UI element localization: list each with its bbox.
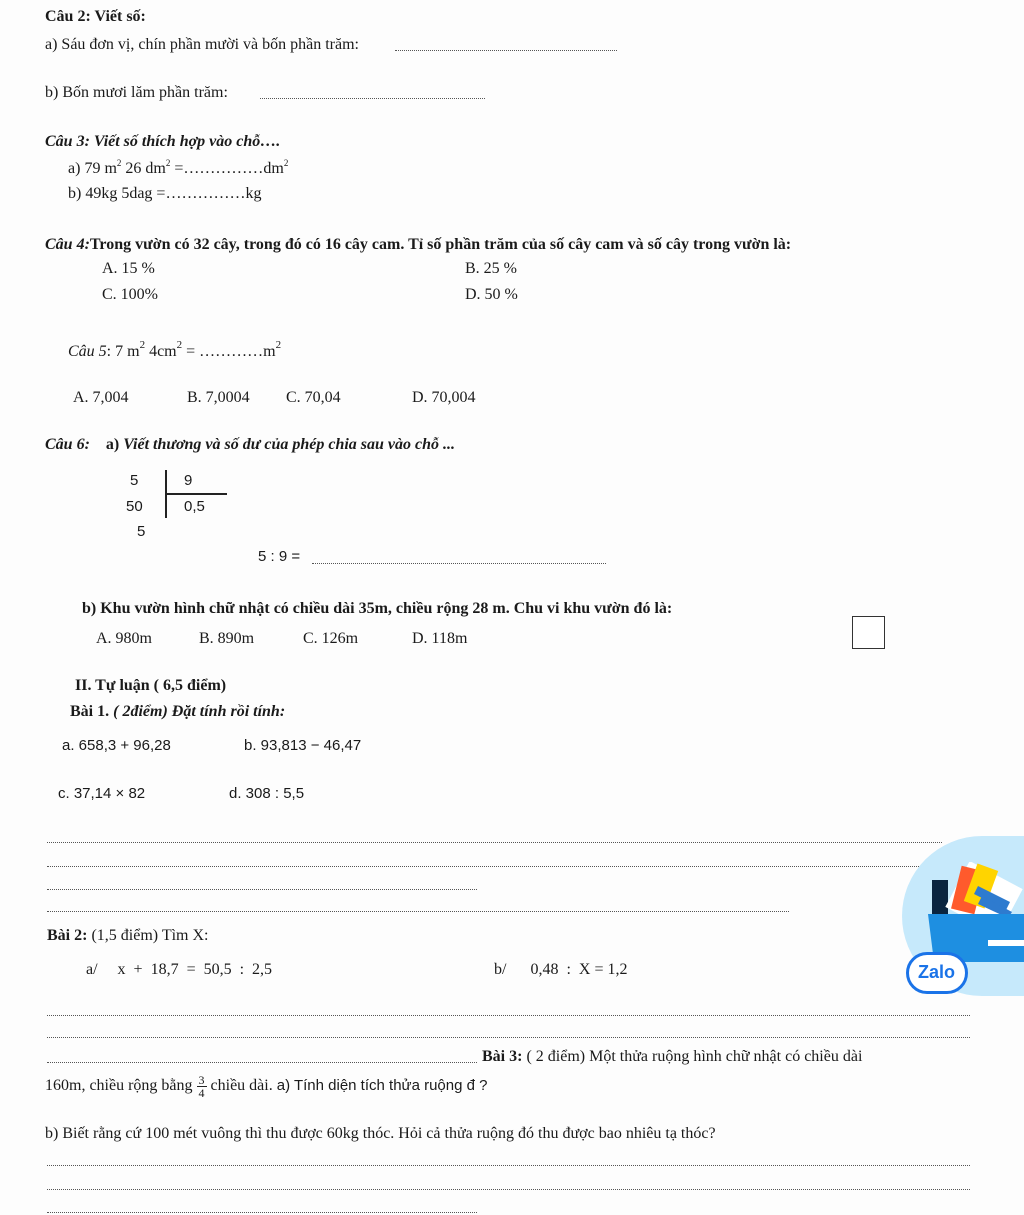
bai2-b: b/ 0,48 : X = 1,2: [494, 961, 628, 978]
q5-question: Câu 5: 7 $m^2$ $4cm^2$ = $\dots\dots\dots\dots m^2$: [68, 339, 282, 360]
q3-b-blank[interactable]: ……………: [165, 185, 246, 202]
division-dividend: 5: [130, 472, 139, 489]
part2-title: II. Tự luận ( 6,5 điểm): [75, 677, 227, 694]
bai3-answer-line-2[interactable]: [47, 1189, 970, 1190]
bai1-answer-line-2[interactable]: [47, 866, 927, 867]
q5-option-d[interactable]: D. 70,004: [412, 389, 476, 406]
q2-a-answer-line[interactable]: [395, 50, 617, 51]
q6-b-option-d[interactable]: D. 118m: [412, 630, 468, 647]
division-step: 50: [126, 498, 143, 515]
q5-option-b[interactable]: B. 7,0004: [187, 389, 250, 406]
folder-icon[interactable]: [928, 862, 1024, 962]
division-divisor: 9: [184, 472, 193, 489]
q4-option-a[interactable]: A. 15 %: [102, 260, 155, 277]
bai3-line2: 160m, chiều rộng bằng $\frac{3}{4}$ chiều dài. a) Tính diện tích thửa ruộng đ ?: [45, 1073, 488, 1100]
q2-b-answer-line[interactable]: [260, 98, 485, 99]
bai1-item-c: c. 37,14 × 82: [58, 785, 146, 802]
q3-a-blank[interactable]: ……………: [183, 160, 264, 177]
division-horizontal-line: [165, 493, 227, 495]
answer-box[interactable]: [852, 616, 885, 649]
q2-b-text: b) Bốn mươi lăm phần trăm:: [45, 84, 228, 101]
q6-b-question: b) Khu vườn hình chữ nhật có chiều dài 35m, chiều rộng 28 m. Chu vi khu vườn đó là:: [82, 600, 673, 617]
bai3-line1: Bài 3: ( 2 điểm) Một thửa ruộng hình chữ nhật có chiều dài: [482, 1048, 863, 1065]
q6-b-option-c[interactable]: C. 126m: [303, 630, 359, 647]
q6-b-option-b[interactable]: B. 890m: [199, 630, 255, 647]
bai3-answer-line-1[interactable]: [47, 1165, 970, 1166]
bai3-answer-line-3[interactable]: [47, 1212, 477, 1213]
bai1-answer-line-3[interactable]: [47, 889, 477, 890]
q5-option-a[interactable]: A. 7,004: [73, 389, 129, 406]
bai2-heading: Bài 2: (1,5 điểm) Tìm X:: [47, 927, 209, 944]
q2-a-text: a) Sáu đơn vị, chín phần mười và bốn phần trăm:: [45, 36, 359, 53]
division-remainder: 5: [137, 523, 146, 540]
bai2-answer-line-3[interactable]: [47, 1062, 477, 1063]
q6-b-option-a[interactable]: A. 980m: [96, 630, 152, 647]
q3-a: a) 79 $m^2$ 26 $dm^2$ $=\dots\dots\dots\dots\dots dm^2$: [68, 158, 289, 177]
q4-option-c[interactable]: C. 100%: [102, 286, 158, 303]
q6-a-question: Câu 6: a) Viết thương và số dư của phép chia sau vào chỗ ...: [45, 436, 456, 453]
bai1-item-a: a. 658,3 + 96,28: [62, 737, 171, 754]
q4-option-d[interactable]: D. 50 %: [465, 286, 518, 303]
q3-title: Câu 3: Viết số thích hợp vào chỗ….: [45, 133, 281, 150]
q4-question: Câu 4:Trong vườn có 32 cây, trong đó có 16 cây cam. Tỉ số phần trăm của số cây cam và số cây trong vườn là:: [45, 236, 792, 253]
q2-title: Câu 2: Viết số:: [45, 8, 146, 25]
bai2-answer-line-2[interactable]: [47, 1037, 970, 1038]
q4-option-b[interactable]: B. 25 %: [465, 260, 517, 277]
bai1-heading: Bài 1. ( 2điểm) Đặt tính rồi tính:: [70, 703, 286, 720]
q6-equation: 5 : 9 =: [258, 548, 301, 565]
bai1-answer-line-4[interactable]: [47, 911, 789, 912]
q6-answer-line[interactable]: [312, 563, 606, 564]
bai3-line3: b) Biết rằng cứ 100 mét vuông thì thu được 60kg thóc. Hỏi cả thửa ruộng đó thu được bao nhiêu tạ thóc?: [45, 1125, 716, 1142]
bai1-item-d: d. 308 : 5,5: [229, 785, 305, 802]
fraction-three-quarters: $\frac{3}{4}$: [198, 1073, 205, 1100]
q5-blank[interactable]: …………: [199, 343, 264, 360]
bai1-answer-line-1[interactable]: [47, 842, 942, 843]
bai2-a: a/ x + 18,7 = 50,5 : 2,5: [86, 961, 273, 978]
division-quotient: 0,5: [184, 498, 205, 515]
q5-option-c[interactable]: C. 70,04: [286, 389, 341, 406]
q3-b: b) 49kg 5dag =……………kg: [68, 185, 262, 202]
zalo-label: Zalo: [918, 962, 956, 982]
bai1-item-b: b. 93,813 − 46,47: [244, 737, 362, 754]
bai2-answer-line-1[interactable]: [47, 1015, 970, 1016]
